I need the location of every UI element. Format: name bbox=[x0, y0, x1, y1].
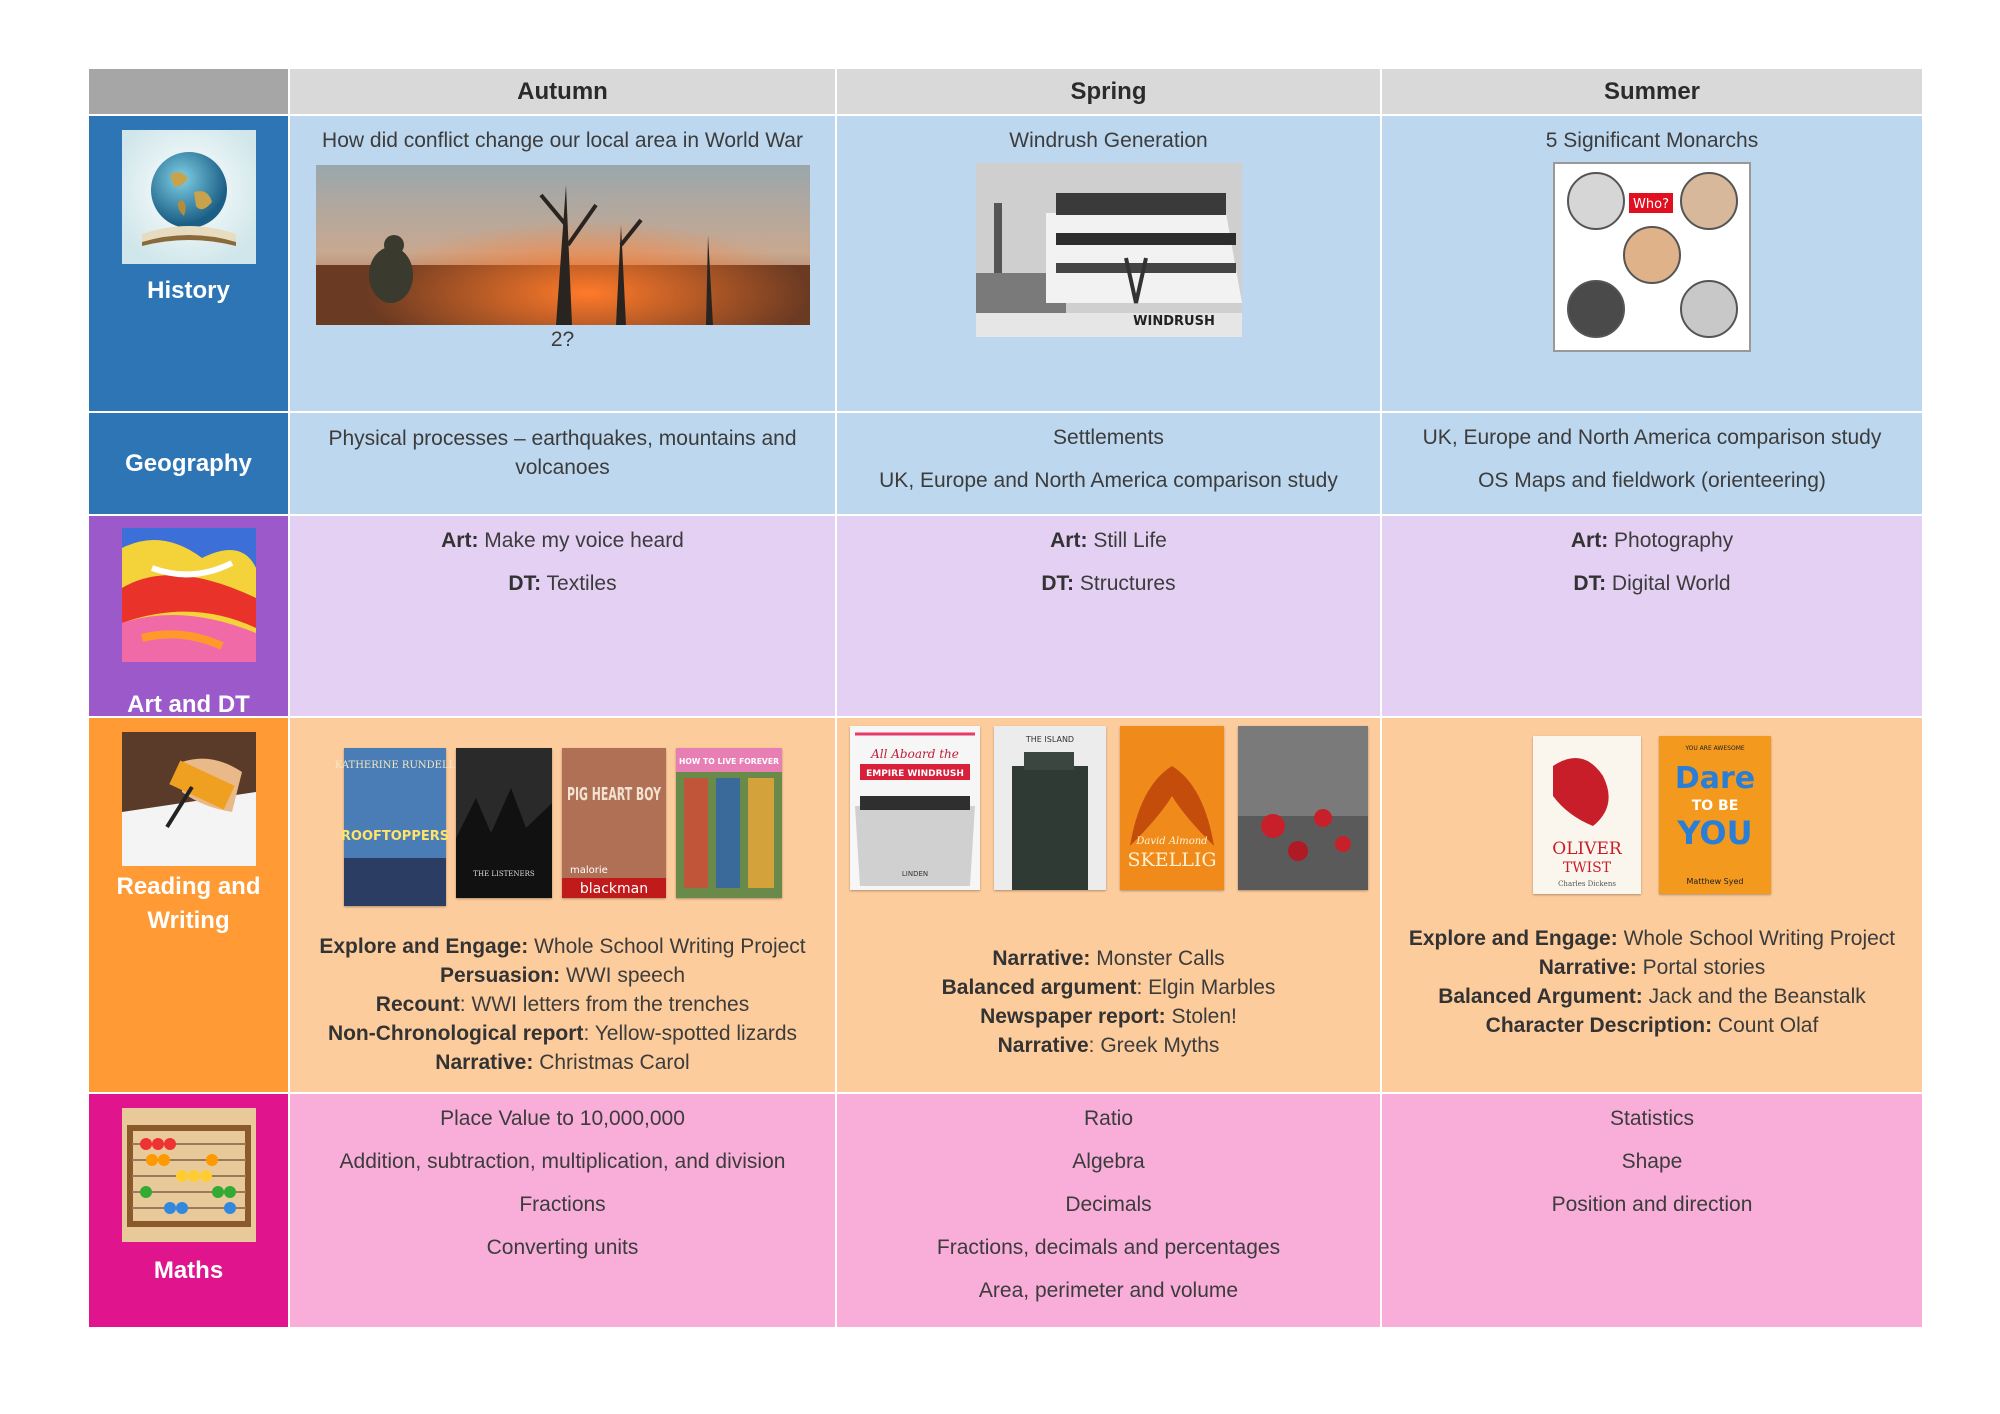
geography-summer-item: OS Maps and fieldwork (orienteering) bbox=[1478, 469, 1826, 492]
subject-art-label: Art and DT bbox=[127, 691, 250, 718]
history-autumn-title: How did conflict change our local area in World War bbox=[322, 129, 803, 152]
ww2-battlefield-image bbox=[316, 165, 810, 325]
globe-on-book-icon bbox=[122, 130, 256, 264]
reading-summer bbox=[1382, 718, 1922, 1092]
subject-history bbox=[89, 116, 288, 411]
windrush-ship-label: WINDRUSH bbox=[1132, 314, 1215, 329]
reading-summer-item: Character Description: Count Olaf bbox=[1485, 1014, 1819, 1037]
subject-geography: Geography bbox=[89, 413, 288, 514]
maths-autumn-item: Fractions bbox=[519, 1193, 606, 1216]
geography-summer bbox=[1382, 413, 1922, 514]
header-spring: Spring bbox=[837, 69, 1380, 114]
book-title-empire-windrush: EMPIRE WINDRUSH bbox=[865, 769, 964, 779]
history-spring bbox=[837, 116, 1380, 411]
dt-label: DT: bbox=[1573, 572, 1607, 595]
maths-autumn-item: Addition, subtraction, multiplication, and division bbox=[339, 1150, 786, 1173]
art-autumn-dt: Textiles bbox=[546, 572, 617, 595]
geography-spring-item: Settlements bbox=[1053, 426, 1164, 449]
art-label: Art: bbox=[441, 529, 479, 552]
reading-spring-item: Balanced argument: Elgin Marbles bbox=[941, 976, 1276, 999]
art-summer bbox=[1382, 516, 1922, 716]
subject-reading-label-2: Writing bbox=[147, 907, 230, 934]
book-cover-empire-windrush bbox=[850, 726, 980, 890]
reading-autumn bbox=[290, 718, 835, 1092]
subject-maths-label: Maths bbox=[153, 1257, 224, 1284]
book-title-pig-heart-boy: PIG HEART BOY bbox=[566, 784, 662, 805]
book-title-dare: Dare bbox=[1674, 761, 1756, 796]
reading-summer-item: Balanced Argument: Jack and the Beanstalk bbox=[1438, 985, 1866, 1008]
maths-spring-item: Algebra bbox=[1072, 1150, 1145, 1173]
reading-autumn-list bbox=[290, 932, 835, 1077]
book-title-to-be: TO BE bbox=[1691, 798, 1739, 814]
maths-spring-item: Ratio bbox=[1083, 1107, 1134, 1130]
history-summer-title: 5 Significant Monarchs bbox=[1545, 129, 1759, 152]
book-cover-the-island bbox=[994, 726, 1106, 890]
book-author-dickens: Charles Dickens bbox=[1558, 880, 1616, 888]
book-title-rooftoppers: ROOFTOPPERS bbox=[340, 829, 449, 844]
book-author-almond: David Almond bbox=[1135, 836, 1208, 847]
geography-summer-item: UK, Europe and North America comparison study bbox=[1422, 426, 1882, 449]
book-author-blackman: blackman bbox=[579, 881, 648, 897]
maths-autumn bbox=[290, 1094, 835, 1327]
curriculum-table bbox=[89, 69, 1917, 1319]
summer-book-covers bbox=[1382, 736, 1922, 894]
book-cover-rooftoppers bbox=[334, 748, 455, 906]
header-corner bbox=[89, 69, 288, 114]
header-summer: Summer bbox=[1382, 69, 1922, 114]
history-spring-title: Windrush Generation bbox=[1009, 129, 1208, 152]
subject-maths bbox=[89, 1094, 288, 1327]
maths-summer bbox=[1382, 1094, 1922, 1327]
reading-autumn-item: Narrative: Christmas Carol bbox=[435, 1051, 690, 1074]
art-spring-dt: Structures bbox=[1079, 572, 1176, 595]
art-spring-art: Still Life bbox=[1093, 529, 1167, 552]
geography-autumn bbox=[290, 413, 835, 514]
art-label: Art: bbox=[1570, 529, 1609, 552]
geography-autumn-text: Physical processes – earthquakes, mountains and volcanoes bbox=[328, 427, 797, 479]
history-autumn bbox=[290, 116, 835, 411]
maths-spring-item: Decimals bbox=[1065, 1193, 1152, 1216]
book-author-malorie: malorie bbox=[569, 865, 608, 876]
reading-spring-item: Narrative: Greek Myths bbox=[997, 1034, 1220, 1057]
reading-spring-list bbox=[837, 944, 1380, 1060]
autumn-book-covers bbox=[290, 748, 835, 906]
art-summer-dt: Digital World bbox=[1611, 572, 1731, 595]
dt-label: DT: bbox=[508, 572, 542, 595]
history-autumn-title-cont: 2? bbox=[550, 328, 575, 351]
art-autumn bbox=[290, 516, 835, 716]
book-cover-dare-to-be-you bbox=[1659, 736, 1771, 894]
book-author-rundell: KATHERINE RUNDELL bbox=[334, 760, 455, 771]
reading-spring-item: Newspaper report: Stolen! bbox=[980, 1005, 1237, 1028]
reading-autumn-item: Explore and Engage: Whole School Writing Project bbox=[319, 935, 806, 958]
book-ship-linden: LINDEN bbox=[901, 870, 928, 878]
art-autumn-art: Make my voice heard bbox=[484, 529, 684, 552]
reading-summer-item: Narrative: Portal stories bbox=[1538, 956, 1766, 979]
subject-reading bbox=[89, 718, 288, 1092]
book-cover-how-to-live-forever bbox=[676, 748, 782, 898]
abacus-icon bbox=[122, 1108, 256, 1242]
book-title-you: YOU bbox=[1677, 814, 1753, 852]
header-autumn: Autumn bbox=[290, 69, 835, 114]
reading-spring-item: Narrative: Monster Calls bbox=[992, 947, 1225, 970]
maths-spring-item: Fractions, decimals and percentages bbox=[936, 1236, 1281, 1259]
reading-spring bbox=[837, 718, 1380, 1092]
book-title-skellig: SKELLIG bbox=[1127, 849, 1216, 871]
subject-art bbox=[89, 516, 288, 716]
art-summer-art: Photography bbox=[1614, 529, 1734, 552]
hand-writing-icon bbox=[122, 732, 256, 866]
book-author-syed: Matthew Syed bbox=[1686, 877, 1744, 886]
reading-summer-list bbox=[1382, 924, 1922, 1040]
book-title-oliver: OLIVER bbox=[1552, 839, 1622, 859]
maths-summer-item: Position and direction bbox=[1551, 1193, 1753, 1216]
geography-spring bbox=[837, 413, 1380, 514]
maths-spring bbox=[837, 1094, 1380, 1327]
history-summer bbox=[1382, 116, 1922, 411]
book-title-twist: TWIST bbox=[1562, 860, 1612, 876]
geography-spring-item: UK, Europe and North America comparison study bbox=[879, 469, 1338, 492]
dt-label: DT: bbox=[1041, 572, 1075, 595]
maths-spring-item: Area, perimeter and volume bbox=[978, 1279, 1239, 1302]
maths-autumn-item: Converting units bbox=[486, 1236, 639, 1259]
windrush-ship-image bbox=[976, 163, 1242, 337]
reading-autumn-item: Non-Chronological report: Yellow-spotted lizards bbox=[327, 1022, 798, 1045]
book-title-live-forever: HOW TO LIVE FOREVER bbox=[678, 757, 779, 766]
reading-autumn-item: Recount: WWI letters from the trenches bbox=[375, 993, 750, 1016]
book-cover-oliver-twist bbox=[1533, 736, 1641, 894]
subject-reading-label-1: Reading and bbox=[116, 873, 261, 900]
maths-autumn-item: Place Value to 10,000,000 bbox=[440, 1107, 685, 1130]
maths-summer-item: Shape bbox=[1621, 1150, 1683, 1173]
reading-autumn-item: Persuasion: WWI speech bbox=[439, 964, 686, 987]
reading-summer-item: Explore and Engage: Whole School Writing Project bbox=[1408, 927, 1896, 950]
spring-book-covers bbox=[837, 726, 1380, 890]
paint-splash-icon bbox=[122, 528, 256, 662]
subject-history-label: History bbox=[147, 277, 230, 304]
book-cover-pig-heart-boy bbox=[562, 748, 666, 898]
book-cover-skellig bbox=[1120, 726, 1224, 890]
book-cover-poppies bbox=[1238, 726, 1368, 890]
book-title-the-island: THE ISLAND bbox=[1025, 735, 1074, 744]
who-label: Who? bbox=[1633, 197, 1669, 212]
book-title-listeners: THE LISTENERS bbox=[472, 870, 535, 878]
monarchs-image bbox=[1554, 163, 1750, 351]
book-series-awesome: YOU ARE AWESOME bbox=[1685, 745, 1745, 752]
book-title-all-aboard: All Aboard the bbox=[870, 747, 959, 761]
maths-summer-item: Statistics bbox=[1609, 1107, 1695, 1130]
art-label: Art: bbox=[1050, 529, 1088, 552]
book-cover-listeners bbox=[456, 748, 552, 898]
art-spring bbox=[837, 516, 1380, 716]
